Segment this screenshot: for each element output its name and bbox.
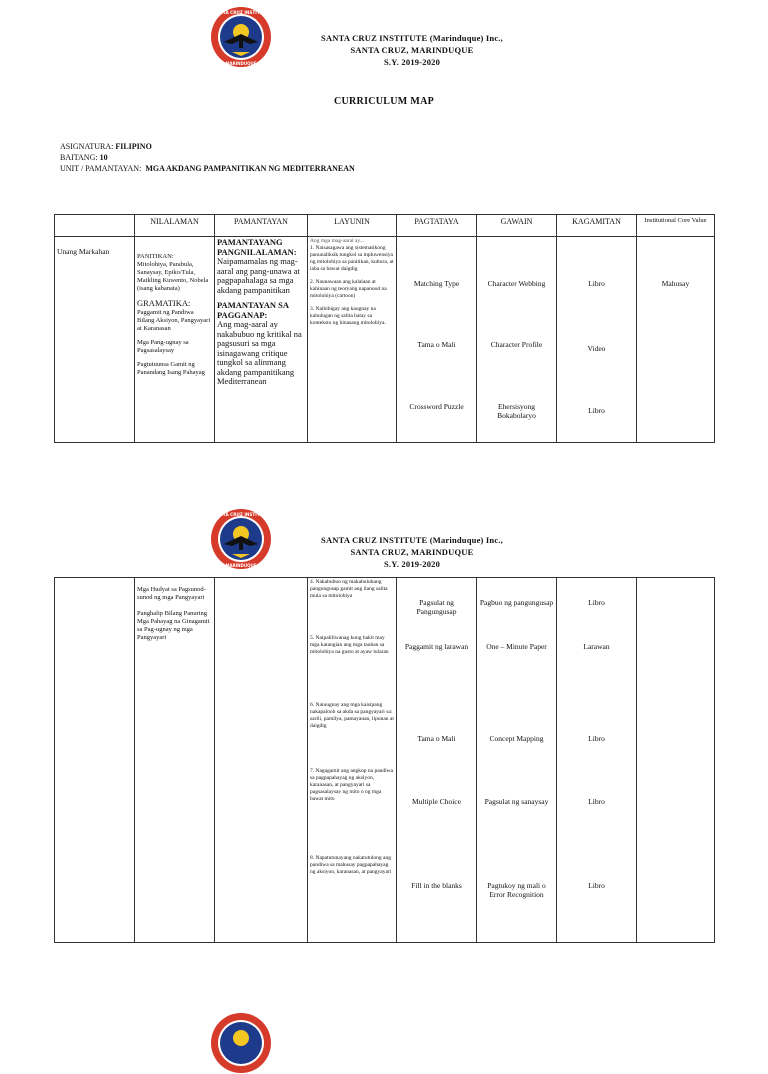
layunin-item: 2. Naunawaan ang kalalaan at kahinaan ng teoryang napanood na mitolohiya (cartoon) [310, 279, 387, 299]
layunin-item: 6. Naiuugnay ang mga kaisipang nakapaloob sa akda sa pangyayari sa: sarili, pamilya, pamayanan, lipunan at daigdig [310, 702, 394, 729]
kagamitan-item: Libro [588, 279, 605, 288]
unit-value: MGA AKDANG PAMPANITIKAN NG MEDITERRANEAN [145, 164, 355, 173]
pagtataya-item: Tama o Mali [417, 340, 456, 349]
pamantayan-cell-empty [215, 578, 308, 943]
col-header-pagtataya: PAGTATAYA [397, 215, 477, 237]
pagtataya-cell [397, 237, 477, 443]
school-name: SANTA CRUZ INSTITUTE (Marinduque) Inc., [321, 33, 503, 43]
gawain-item: Character Profile [490, 340, 543, 349]
kagamitan-item: Larawan [583, 642, 610, 651]
school-header [0, 6, 768, 66]
svg-text:SANTA CRUZ INSTITUTE: SANTA CRUZ INSTITUTE [213, 10, 269, 15]
pamantayan-heading: PAMANTAYAN SA PAGGANAP: [217, 300, 289, 320]
school-year: S.Y. 2019-2020 [383, 559, 441, 569]
col-header-kagamitan: KAGAMITAN [557, 215, 637, 237]
layunin-item: 7. Nagagamit ang angkop na pandiwa sa pagpapahayag ng aksiyon, karanasan, at pangyayari sa pagsasalaysay ng mito o ng mga bawat mito [310, 768, 394, 802]
col-header-core-value: Institutional Core Value [637, 215, 715, 237]
core-value: Mahusay [661, 279, 690, 288]
svg-text:MARINDUQUE: MARINDUQUE [225, 563, 257, 568]
kagamitan-item: Libro [588, 598, 605, 607]
pagtataya-item: Fill in the blanks [411, 881, 462, 890]
layunin-item: 3. Naibibigay ang kaugnay na kahulugan ng salita batay sa konteksto ng binasang mitolohiya. [310, 306, 386, 326]
grade-value: 10 [99, 153, 108, 162]
school-logo [210, 1012, 272, 1074]
gawain-item: Pagbuo ng pangungusap [479, 598, 554, 607]
subject-label: ASIGNATURA: [60, 142, 114, 151]
col-header-blank [55, 215, 135, 237]
col-header-pamantayan: PAMANTAYAN [215, 215, 308, 237]
core-value-cell-empty [637, 578, 715, 943]
school-location: SANTA CRUZ, MARINDUQUE [350, 547, 474, 557]
col-header-gawain: GAWAIN [477, 215, 557, 237]
gramatika-label: GRAMATIKA: [137, 298, 191, 308]
kagamitan-item: Libro [588, 734, 605, 743]
school-year: S.Y. 2019-2020 [383, 57, 441, 67]
page-title: CURRICULUM MAP [333, 96, 435, 107]
col-header-layunin: LAYUNIN [308, 215, 397, 237]
nilalaman-item: Mga Hudyat sa Pagsunod-sunod ng mga Pangyayari [137, 586, 206, 601]
layunin-item: 4. Nakabubuo ng makabuluhang pangungusap gamit ang ilang salita mula sa mitolohiya [310, 579, 388, 599]
curriculum-table-page-1 [54, 214, 715, 443]
pagtataya-item: Matching Type [413, 279, 460, 288]
school-logo [210, 508, 272, 570]
gawain-item: Ehersisyong Bokabolaryo [497, 402, 536, 420]
gramatika-item: Mga Pang-ugnay sa Pagsasalaysay [137, 338, 189, 354]
gawain-item: Character Webbing [487, 279, 546, 288]
gawain-cell [477, 237, 557, 443]
school-location: SANTA CRUZ, MARINDUQUE [350, 45, 474, 55]
kagamitan-item: Video [587, 344, 606, 353]
nilalaman-cell [135, 237, 215, 443]
pagtataya-item: Paggamit ng larawan [404, 642, 469, 651]
pagtataya-item: Crossword Puzzle [409, 402, 464, 411]
quarter-cell-empty [55, 578, 135, 943]
table-row [55, 237, 715, 443]
layunin-cell [308, 237, 397, 443]
kagamitan-cell [557, 237, 637, 443]
layunin-item: 8. Napatutunayang nakatutulong ang pandiwa sa mahusay pagpapahayag ng aksiyon, karanasan, at pangyayari [310, 855, 392, 875]
layunin-intro: Ang mga mag-aaral ay... [310, 238, 365, 244]
curriculum-table-page-2 [54, 577, 715, 943]
school-logo [210, 6, 272, 68]
pamantayan-cell [215, 237, 308, 443]
layunin-item: 5. Naipaliliwanag kung bakit may mga katangian ang mga tauhan sa mitolohiya na gusto at ayaw tularan [310, 635, 389, 655]
layunin-cell [308, 578, 397, 943]
svg-text:MARINDUQUE: MARINDUQUE [225, 61, 257, 66]
school-header [0, 1012, 768, 1072]
subject-value: FILIPINO [115, 142, 152, 151]
gawain-item: Concept Mapping [489, 734, 544, 743]
pagtataya-cell [397, 578, 477, 943]
unit-label: UNIT / PAMANTAYAN: [60, 164, 142, 173]
kagamitan-item: Libro [588, 406, 605, 415]
layunin-item: 1. Naisasagawa ang sistematikong panunaliksik tungkol sa mpluwensiya ng mitolohiya sa panitikan, kultura, at iaba sa bawat daigdig [310, 245, 394, 272]
kagamitan-item: Libro [588, 881, 605, 890]
school-name: SANTA CRUZ INSTITUTE (Marinduque) Inc., [321, 535, 503, 545]
gramatika-item: Paggamit ng Pandiwa Bilang Aksiyon, Pangyayari at Karanasan [137, 308, 211, 332]
pagtataya-item: Multiple Choice [412, 797, 461, 806]
pagtataya-item: Pagsulat ng Pangungusap [416, 598, 457, 616]
table-header-row [55, 215, 715, 237]
pagtataya-item: Tama o Mali [417, 734, 456, 743]
table-row [55, 578, 715, 943]
quarter-cell: Unang Markahan [55, 237, 135, 443]
col-header-nilalaman: NILALAMAN [135, 215, 215, 237]
pamantayan-text: Naipamamalas ng mag-aaral ang pang-unawa at pagpapahalaga sa mga akdang pampanitikan [217, 256, 300, 295]
pamantayan-heading: PAMANTAYANG PANGNILALAMAN: [217, 237, 297, 257]
gawain-item: Pagtukoy ng mali o Error Recognition [487, 881, 546, 899]
kagamitan-item: Libro [588, 797, 605, 806]
gawain-item: One – Minute Paper [486, 642, 547, 651]
panitikan-label: PANITIKAN: [137, 253, 174, 260]
kagamitan-cell [557, 578, 637, 943]
core-value-cell [637, 237, 715, 443]
nilalaman-item: Panghalip Bilang Panuring Mga Pahayag na Ginagamit sa Pag-ugnay ng mga Pangyayari [137, 610, 210, 641]
subject-info [60, 141, 355, 174]
gramatika-item: Pagtutuunsa Gamit ng Panandang Isang Pahayag [137, 360, 205, 376]
svg-text:SANTA CRUZ INSTITUTE: SANTA CRUZ INSTITUTE [213, 512, 269, 517]
nilalaman-cell [135, 578, 215, 943]
pamantayan-text: Ang mag-aaral ay nakabubuo ng kritikal na pagsusuri sa mga isinagawang critique tungkol sa alinmang akdang pampanitikang Mediterranean [217, 319, 302, 386]
panitikan-text: Mitolohiya, Parabula, Sanaysay, Epiko/Tula, Maikling Kuwento, Nobela (isang kabanata) [137, 261, 209, 292]
gawain-cell [477, 578, 557, 943]
grade-label: BAITANG: [60, 153, 98, 162]
gawain-item: Pagsulat ng sanaysay [484, 797, 549, 806]
school-header [0, 508, 768, 568]
